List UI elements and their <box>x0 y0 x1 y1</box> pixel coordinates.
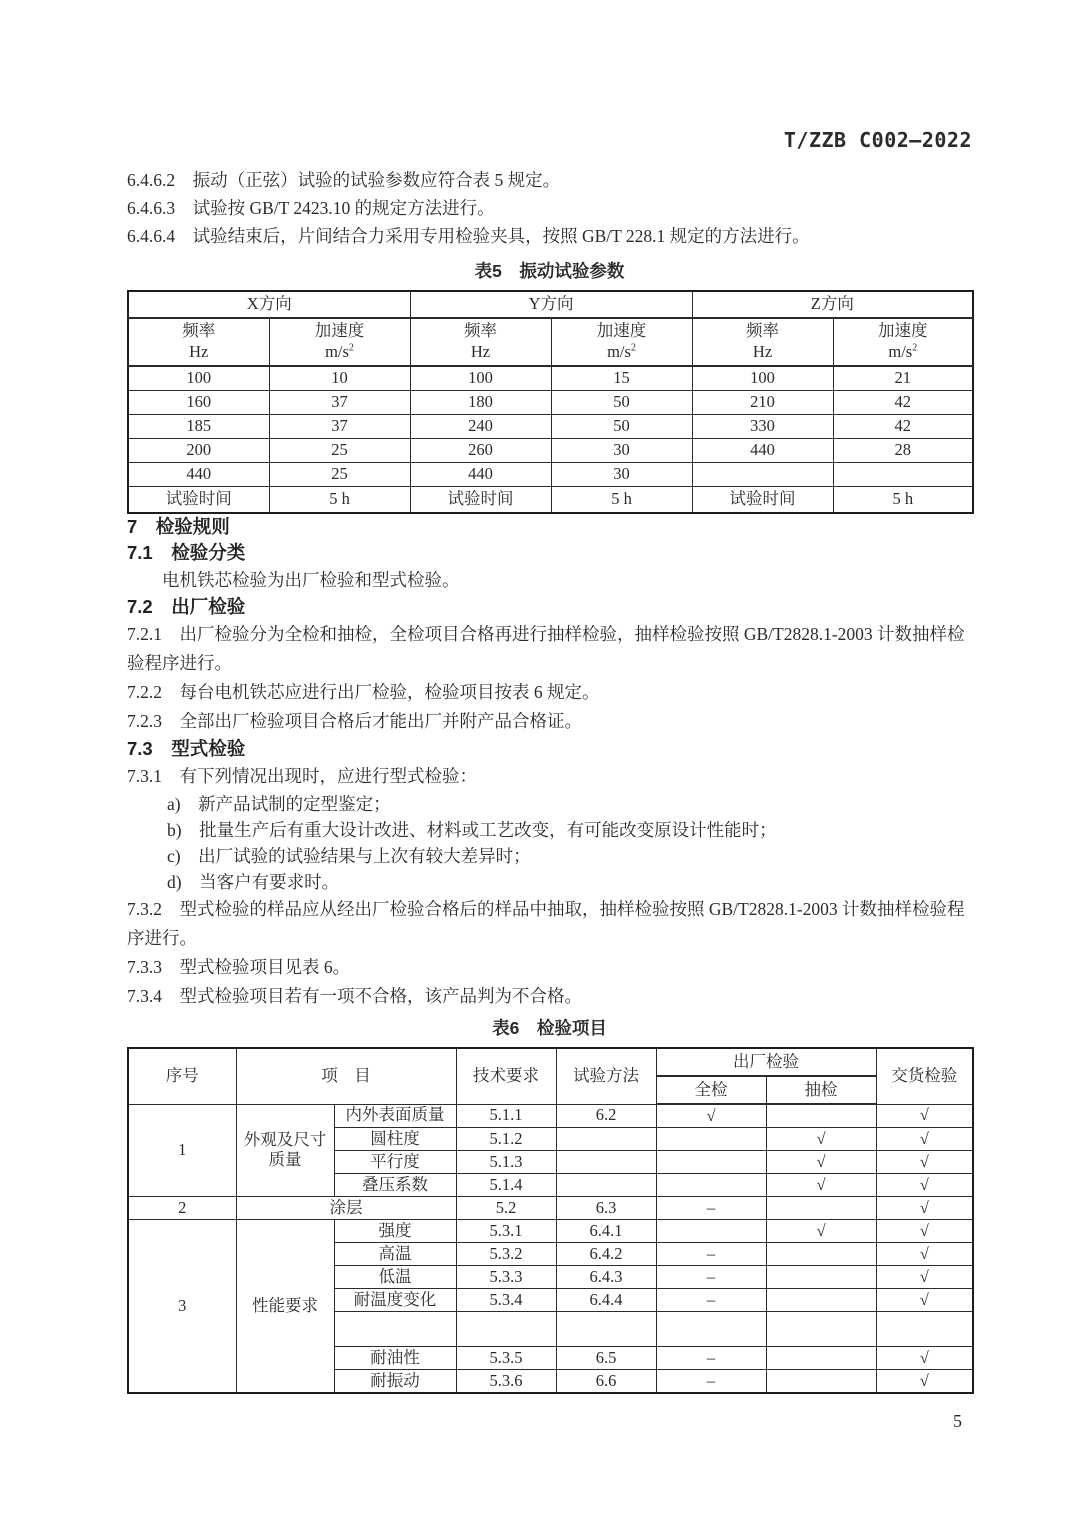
table-row <box>128 1197 973 1220</box>
table-cell <box>656 1174 766 1197</box>
table-cell: √ <box>876 1151 973 1174</box>
table-cell: – <box>656 1197 766 1220</box>
table-cell: 试验时间 <box>128 487 269 514</box>
table-row <box>128 1104 973 1128</box>
table6-group1-category: 外观及尺寸质量 <box>236 1104 334 1197</box>
table-cell: 25 <box>269 439 410 463</box>
table5-header-accel-z <box>833 318 973 366</box>
table-cell <box>656 1151 766 1174</box>
table-cell: 200 <box>128 439 269 463</box>
table-cell: 240 <box>410 415 551 439</box>
table6-inspection-items <box>127 1047 974 1394</box>
table-cell <box>456 1312 556 1347</box>
table-cell <box>656 1220 766 1243</box>
table-cell <box>766 1312 876 1347</box>
table-cell: 5.1.3 <box>456 1151 556 1174</box>
accel-unit-sup: 2 <box>630 342 636 354</box>
table-cell: √ <box>766 1174 876 1197</box>
table6-title: 表6 检验项目 <box>492 1018 607 1038</box>
table-cell: 50 <box>551 391 692 415</box>
table6-header-delivery: 交货检验 <box>876 1048 973 1104</box>
table6-header-factory: 出厂检验 <box>656 1048 876 1076</box>
clause-7-3-1: 7.3.1 有下列情况出现时，应进行型式检验： <box>127 766 477 786</box>
clause-6-4-6-4: 6.4.6.4 试验结束后，片间结合力采用专用检验夹具，按照 GB/T 228.1 规定的方法进行。 <box>127 226 810 246</box>
table5-group-z: Z方向 <box>692 291 973 318</box>
table-cell: √ <box>876 1370 973 1394</box>
table-cell: √ <box>876 1347 973 1370</box>
heading-7-inspection-rules: 7 检验规则 <box>127 516 230 537</box>
table-cell: 平行度 <box>334 1151 456 1174</box>
table5-vibration-parameters <box>127 290 974 514</box>
table-cell: 42 <box>833 415 973 439</box>
document-code: T/ZZB C002—2022 <box>783 128 972 152</box>
freq-unit: Hz <box>189 342 209 361</box>
table6-group3-category: 性能要求 <box>236 1220 334 1394</box>
paragraph-7-1-body: 电机铁芯检验为出厂检验和型式检验。 <box>162 570 460 590</box>
table-cell: 试验时间 <box>692 487 833 514</box>
table-cell: √ <box>876 1174 973 1197</box>
table5-header-freq-y <box>410 318 551 366</box>
table-cell: 5.1.2 <box>456 1128 556 1151</box>
table-cell: 440 <box>692 439 833 463</box>
clause-7-3-2: 7.3.2 型式检验的样品应从经出厂检验合格后的样品中抽取，抽样检验按照 GB/T2828.1-2003 计数抽样检验程序进行。 <box>127 899 965 948</box>
freq-label: 频率 <box>182 321 216 341</box>
table-cell: 25 <box>269 463 410 487</box>
table-cell: 180 <box>410 391 551 415</box>
table-cell: 6.4.2 <box>556 1243 656 1266</box>
accel-unit-base: m/s <box>607 342 631 361</box>
table-cell: 耐振动 <box>334 1370 456 1394</box>
table-cell <box>656 1128 766 1151</box>
heading-7-1-classification: 7.1 检验分类 <box>127 542 246 563</box>
heading-7-2-factory-inspection: 7.2 出厂检验 <box>127 596 246 617</box>
table-cell: 37 <box>269 415 410 439</box>
table-cell: 100 <box>128 366 269 391</box>
freq-unit: Hz <box>470 342 491 361</box>
table-cell: √ <box>876 1104 973 1128</box>
table6-coating-name: 涂层 <box>236 1197 456 1220</box>
table-cell: √ <box>876 1266 973 1289</box>
table-cell: – <box>656 1347 766 1370</box>
table6-header-tech: 技术要求 <box>456 1048 556 1104</box>
table6-coating-no: 2 <box>128 1197 236 1220</box>
table-cell: 6.3 <box>556 1197 656 1220</box>
table-cell: 耐温度变化 <box>334 1289 456 1312</box>
type-inspection-condition-list <box>167 791 972 895</box>
table-cell: √ <box>656 1104 766 1128</box>
table-row <box>128 415 973 439</box>
table-cell: 37 <box>269 391 410 415</box>
table-cell: 440 <box>410 463 551 487</box>
accel-label: 加速度 <box>314 321 365 341</box>
table-cell: 高温 <box>334 1243 456 1266</box>
table-cell: 6.2 <box>556 1104 656 1128</box>
table5-header-accel-y <box>551 318 692 366</box>
table-cell: 330 <box>692 415 833 439</box>
clause-6-4-6-3: 6.4.6.3 试验按 GB/T 2423.10 的规定方法进行。 <box>127 198 495 218</box>
table-cell: 440 <box>128 463 269 487</box>
heading-7-3-type-inspection: 7.3 型式检验 <box>127 738 246 759</box>
table-cell: – <box>656 1243 766 1266</box>
table-cell: 5.1.1 <box>456 1104 556 1128</box>
accel-unit-sup: 2 <box>348 342 354 354</box>
list-item-a: a) 新产品试制的定型鉴定； <box>167 794 391 814</box>
clause-7-2-1: 7.2.1 出厂检验分为全检和抽检，全检项目合格再进行抽样检验，抽样检验按照 GB/T2828.1-2003 计数抽样检验程序进行。 <box>127 624 965 673</box>
table-cell: 100 <box>692 366 833 391</box>
table-cell: 5.2 <box>456 1197 556 1220</box>
table-cell: 耐油性 <box>334 1347 456 1370</box>
table-cell: 圆柱度 <box>334 1128 456 1151</box>
table-cell: – <box>656 1289 766 1312</box>
table-cell: 15 <box>551 366 692 391</box>
table-cell: 5 h <box>833 487 973 514</box>
table-row <box>128 318 973 366</box>
table5-header-freq-x <box>128 318 269 366</box>
table-cell: 6.4.1 <box>556 1220 656 1243</box>
clauses-top-section <box>127 166 972 250</box>
table-cell <box>556 1174 656 1197</box>
accel-unit <box>836 342 971 363</box>
table-cell <box>766 1289 876 1312</box>
table-cell: 5.3.5 <box>456 1347 556 1370</box>
table-cell: 30 <box>551 463 692 487</box>
accel-label: 加速度 <box>596 321 647 341</box>
table-cell <box>766 1266 876 1289</box>
table-cell: – <box>656 1266 766 1289</box>
table5-title: 表5 振动试验参数 <box>474 261 625 281</box>
table6-header-no: 序号 <box>128 1048 236 1104</box>
table-cell: √ <box>876 1289 973 1312</box>
table-cell <box>766 1347 876 1370</box>
table-cell: √ <box>876 1220 973 1243</box>
clause-7-3-3: 7.3.3 型式检验项目见表 6。 <box>127 957 351 977</box>
table-cell: 50 <box>551 415 692 439</box>
table-cell: √ <box>876 1128 973 1151</box>
table-cell: 6.4.4 <box>556 1289 656 1312</box>
table-row <box>128 463 973 487</box>
table5-group-y: Y方向 <box>410 291 692 318</box>
table6-group3-no: 3 <box>128 1220 236 1394</box>
table-row <box>128 291 973 318</box>
table-cell <box>876 1312 973 1347</box>
accel-unit-base: m/s <box>888 342 913 361</box>
table-row <box>128 487 973 514</box>
table-row <box>128 1220 973 1243</box>
page-number: 5 <box>953 1411 962 1431</box>
table-cell: 低温 <box>334 1266 456 1289</box>
table-cell: √ <box>766 1128 876 1151</box>
table-cell: 5.3.4 <box>456 1289 556 1312</box>
table-cell: 5.3.6 <box>456 1370 556 1394</box>
table-cell <box>556 1151 656 1174</box>
accel-unit-sup: 2 <box>912 342 918 354</box>
table-row <box>128 391 973 415</box>
table-cell <box>833 463 973 487</box>
table-cell <box>556 1312 656 1347</box>
table-cell: √ <box>766 1151 876 1174</box>
table-cell: 叠压系数 <box>334 1174 456 1197</box>
clause-7-2-2: 7.2.2 每台电机铁芯应进行出厂检验，检验项目按表 6 规定。 <box>127 682 600 702</box>
table-cell <box>766 1104 876 1128</box>
table-cell <box>766 1243 876 1266</box>
table6-header-method: 试验方法 <box>556 1048 656 1104</box>
table-cell: 6.6 <box>556 1370 656 1394</box>
table5-group-x: X方向 <box>128 291 410 318</box>
table-cell: 内外表面质量 <box>334 1104 456 1128</box>
table-row <box>128 1048 973 1076</box>
table-cell: √ <box>876 1243 973 1266</box>
table-cell <box>334 1312 456 1347</box>
table-cell: 6.5 <box>556 1347 656 1370</box>
table-cell: 185 <box>128 415 269 439</box>
accel-unit <box>272 342 408 363</box>
table-cell: 5 h <box>269 487 410 514</box>
clause-7-2-3: 7.2.3 全部出厂检验项目合格后才能出厂并附产品合格证。 <box>127 711 582 731</box>
accel-unit-base: m/s <box>325 342 349 361</box>
table-cell: 5.3.1 <box>456 1220 556 1243</box>
table5-header-freq-z <box>692 318 833 366</box>
table-row <box>128 439 973 463</box>
table-cell: 5 h <box>551 487 692 514</box>
table-cell: 强度 <box>334 1220 456 1243</box>
freq-unit: Hz <box>752 342 773 361</box>
table-cell: 210 <box>692 391 833 415</box>
clause-6-4-6-2: 6.4.6.2 振动（正弦）试验的试验参数应符合表 5 规定。 <box>127 170 561 190</box>
table-cell: √ <box>766 1220 876 1243</box>
table-cell <box>766 1370 876 1394</box>
table-cell: 6.4.3 <box>556 1266 656 1289</box>
accel-unit <box>554 342 690 363</box>
clause-7-3-4: 7.3.4 型式检验项目若有一项不合格，该产品判为不合格。 <box>127 986 582 1006</box>
table6-header-item: 项 目 <box>236 1048 456 1104</box>
table-cell <box>766 1197 876 1220</box>
table-cell: 160 <box>128 391 269 415</box>
table6-group1-no: 1 <box>128 1104 236 1197</box>
table6-header-full-check: 全检 <box>656 1076 766 1104</box>
list-item-b: b) 批量生产后有重大设计改进、材料或工艺改变，有可能改变原设计性能时； <box>167 820 777 840</box>
freq-label: 频率 <box>746 321 780 341</box>
freq-label: 频率 <box>464 321 498 341</box>
table-cell: 5.3.2 <box>456 1243 556 1266</box>
table-cell: √ <box>876 1197 973 1220</box>
table-cell: – <box>656 1370 766 1394</box>
table-cell: 10 <box>269 366 410 391</box>
table-cell: 260 <box>410 439 551 463</box>
table-cell <box>656 1312 766 1347</box>
table-cell: 21 <box>833 366 973 391</box>
table-cell: 试验时间 <box>410 487 551 514</box>
accel-label: 加速度 <box>878 321 928 341</box>
table-cell: 30 <box>551 439 692 463</box>
table-cell <box>556 1128 656 1151</box>
table5-header-accel-x <box>269 318 410 366</box>
table-cell: 5.3.3 <box>456 1266 556 1289</box>
list-item-c: c) 出厂试验的试验结果与上次有较大差异时； <box>167 846 531 866</box>
table-cell <box>692 463 833 487</box>
table-row <box>128 366 973 391</box>
table-cell: 5.1.4 <box>456 1174 556 1197</box>
table-cell: 42 <box>833 391 973 415</box>
table6-header-sample-check: 抽检 <box>766 1076 876 1104</box>
list-item-d: d) 当客户有要求时。 <box>167 872 340 892</box>
table-cell: 28 <box>833 439 973 463</box>
table-cell: 100 <box>410 366 551 391</box>
